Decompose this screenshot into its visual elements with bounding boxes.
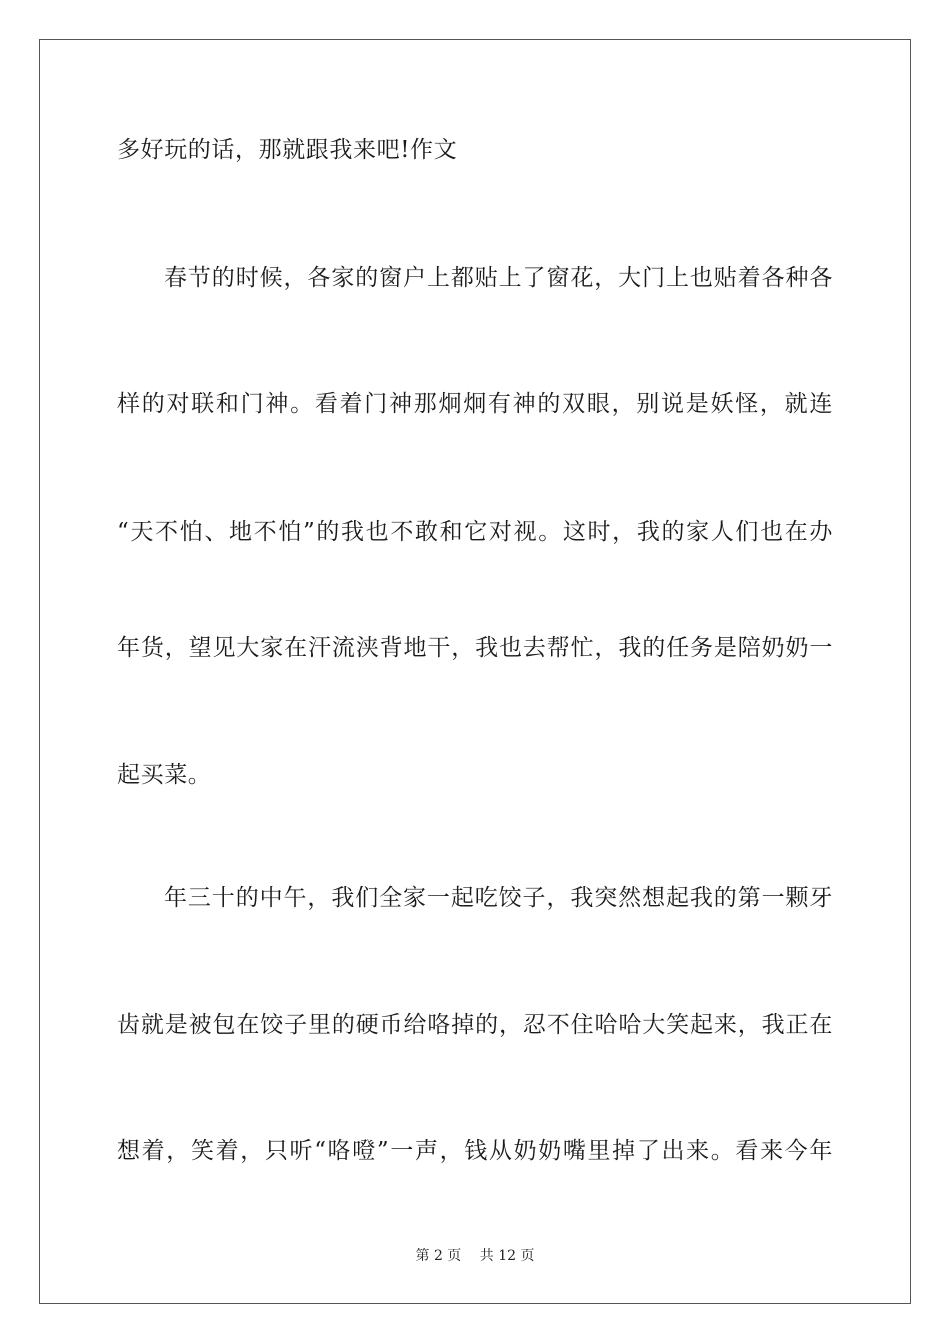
text-line: 想着，笑着，只听“咯噔”一声，钱从奶奶嘴里掉了出来。看来今年 bbox=[117, 1138, 833, 1164]
text-line: 齿就是被包在饺子里的硬币给咯掉的，忍不住哈哈大笑起来，我正在 bbox=[117, 1012, 833, 1038]
page-border bbox=[39, 39, 911, 1304]
text-line: 样的对联和门神。看着门神那炯炯有神的双眼，别说是妖怪，就连 bbox=[117, 391, 833, 417]
text-line: 多好玩的话，那就跟我来吧!作文 bbox=[117, 137, 458, 163]
text-line: “天不怕、地不怕”的我也不敢和它对视。这时，我的家人们也在办 bbox=[117, 519, 833, 545]
page-number-footer: 第 2 页 共 12 页 bbox=[415, 1248, 535, 1264]
text-line: 春节的时候，各家的窗户上都贴上了窗花，大门上也贴着各种各 bbox=[164, 265, 833, 291]
text-line: 年三十的中午，我们全家一起吃饺子，我突然想起我的第一颗牙 bbox=[164, 885, 833, 911]
text-line: 年货，望见大家在汗流浃背地干，我也去帮忙，我的任务是陪奶奶一 bbox=[117, 635, 833, 661]
text-line: 起买菜。 bbox=[117, 762, 212, 788]
